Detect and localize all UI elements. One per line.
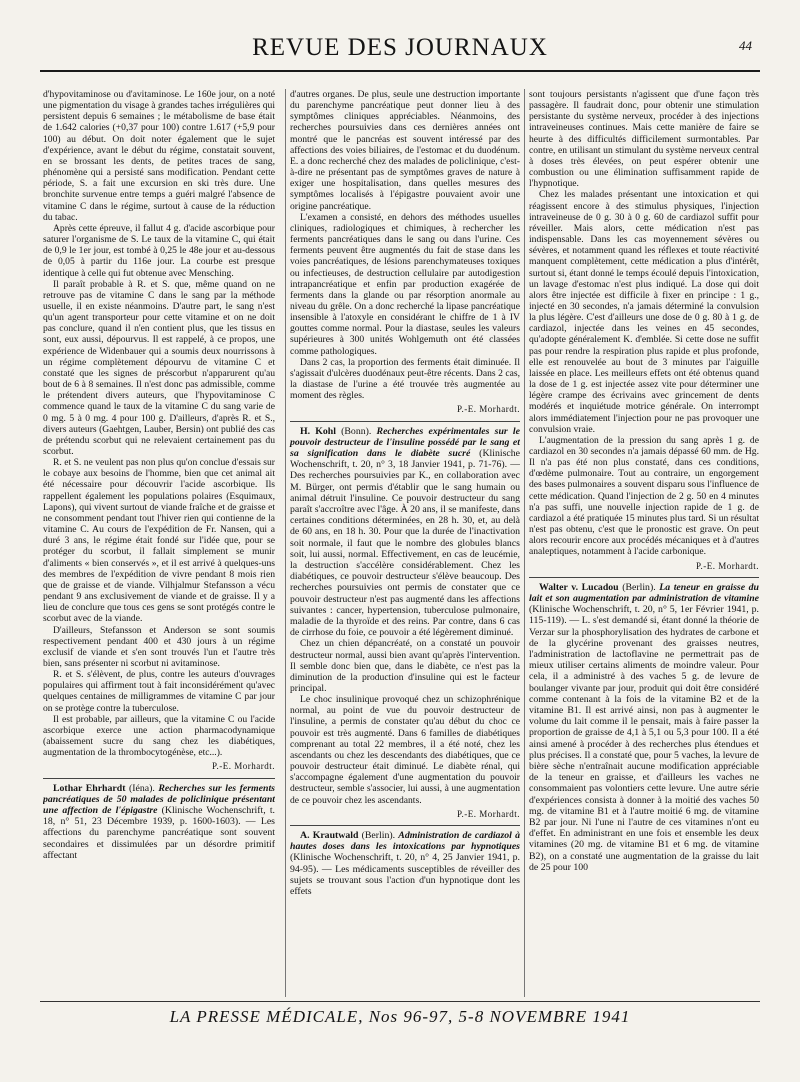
entry-place: (Iéna). <box>125 782 159 794</box>
entry-author: Lothar Ehrhardt <box>53 782 126 794</box>
entry-title: Recherches expérimentales sur le pouvoir destructeur de l'insuline possédé par le sang et sa signification dans le diabète sucré <box>290 425 520 459</box>
entry-place: (Berlin). <box>358 829 399 841</box>
paragraph: d'autres organes. De plus, seule une destruction importante du parenchyme pancréatique peut donner lieu à des symptômes cliniques appréciables. Néanmoins, des recherches poursuivies dans ces dernières années ont montré que le pancréas est souvent intéressé par des affections des voies biliaires, de l'estomac et du duodénum. E. a donc recherché chez des malades de policlinique, c'est-à-dire ne présentant pas de symptômes graves de nature à exiger une hospitalisation, dans quelles mesures des symptômes localisés à l'épigastre pouvaient avoir une origine pancréatique. <box>290 89 520 212</box>
page-footer <box>40 1001 760 1028</box>
paragraph: L'augmentation de la pression du sang après 1 g. de cardiazol en 30 secondes n'a jamais dépassé 60 mm. de Hg. Il n'a pas été non plus constaté, dans ces conditions, d'œdème pulmonaire. Tout au contraire, un engorgement des bases pulmonaires a souvent disparu sous l'influence de cette médication. Quand l'injection de 2 g. 50 en 4 minutes n'a pas suffi, une nouvelle injection rapide de 1 g. de cardiazol a été pratiquée 15 minutes plus tard. Si un résultat n'est pas obtenu, c'est que le pronostic est grave. On peut alors recourir encore aux procédés mécaniques et à d'autres analeptiques, notamment à l'acide carbonique. <box>529 434 759 558</box>
page-number: 44 <box>739 38 752 53</box>
section-title: REVUE DES JOURNAUX <box>252 34 548 61</box>
entry-title: Administration de cardiazol à hautes doses dans les intoxications par hypnotiques <box>290 829 520 853</box>
paragraph: R. et S. ne veulent pas non plus qu'on conclue d'essais sur le cobaye aux besoins de l'homme, bien que cet animal ait été nécessaire pour découvrir l'acide ascorbique. Ils rappellent également les populations polaires (Esquimaux, Lapons), qui vivent surtout de viande fraîche et de graisse et ne consomment pendant tout l'hiver rien qui contienne de la vitamine C. Au cours de l'expédition de Fr. Nansen, qui a duré 3 ans, le régime était fondé sur l'idée que, pour se protéger du scorbut, il fallait simplement se munir d'aliments « bien conservés », et il est arrivé à quelques-uns des membres de l'expédition de vivre pendant 8 mois rien que de graisse et de viande. Vilhjalmur Stefansson a vécu pendant 9 ans exclusivement de viande et de graisse. Il y a lieu de conclure que tous ces gens se sont protégés contre le scorbut avec de la viande. <box>43 457 275 625</box>
column-left <box>43 89 275 997</box>
entry-text: (Klinische Wochenschrift, t. 20, n° 3, 18 Janvier 1941, p. 71-76). — Des recherches poursuivies par K., en collaboration avec M. Bürger, ont permis d'établir que le sang humain ou animal détruit l'insuline. Ce pouvoir destructeur du sang paraît s'accroître avec l'âge. À 20 ans, il se manifeste, dans certaines conditions déterminées, en 28 h. 30, et, au delà de 60 ans, en 18 h. 30. Pour que la durée de l'inactivation soit normale, il faut que le nombre des globules blancs soit, lui aussi, normal. Effectivement, en cas de leucémie, la destruction s'accélère considérablement. Chez les diabétiques, ce pouvoir destructeur s'élève beaucoup. Des recherches poursuivies ont permis de constater que ce pouvoir destructeur n'est pas augmenté dans les affections suivantes : cancer, hypertension, tuberculose pulmonaire, maladie de la thyroïde et des reins. Par contre, dans 6 cas de cirrhose du foie, ce pouvoir a été légèrement diminué. <box>290 447 520 639</box>
page-header <box>40 30 760 72</box>
entry-author: Walter v. Lucadou <box>539 581 619 593</box>
review-entry <box>529 582 759 873</box>
entry-place: (Bonn). <box>335 425 377 437</box>
author-signature: P.-E. Morhardt. <box>696 560 759 571</box>
review-entry <box>43 783 275 861</box>
divider <box>290 421 520 422</box>
paragraph: Le choc insulinique provoqué chez un schizophrénique normal, au point de vue du pouvoir destructeur de l'insuline, a permis de constater qu'au début du choc ce pouvoir est très augmenté. Dans 6 familles de diabétiques comprenant au total 22 membres, il a été noté, chez les ascendants ou chez les descendants des diabétiques, que ce pouvoir destructeur était diminué. Le diabète rénal, qui s'accompagne également d'une augmentation du pouvoir destructeur, semble s'associer, lui aussi, à une augmentation de ce pouvoir chez les ascendants. <box>290 694 520 806</box>
divider <box>43 778 275 779</box>
entry-author: A. Krautwald <box>300 829 359 841</box>
divider <box>290 825 520 826</box>
column-middle <box>285 89 520 997</box>
paragraph: Chez les malades présentant une intoxication et qui réagissent encore à des stimulus physiques, l'injection intraveineuse de 0 g. 30 à 0 g. 60 de cardiazol suffit pour réveiller. Mais alors, cette médication n'est pas indispensable. Dans les cas moyennement sévères ou sévères, et notamment quand les réflexes et toute réactivité manquent complètement, cette médication a plus d'intérêt, surtout si, étant donné le temps écoulé depuis l'intoxication, un lavage d'estomac n'est plus indiqué. La dose qui doit alors être injectée est difficile à fixer en principe : 1 g., injecté en 30 secondes, n'a jamais déterminé la convulsion la plus légère. C'est d'ailleurs une dose de 0 g. 80 à 1 g. de cardiazol, injectée dans les veines en 45 secondes, qu'adopte généralement K. d'emblée. Si cette dose ne suffit pas pour rendre la respiration plus rapide et plus profonde, elle est renouvelée au bout de 3 minutes par l'aiguille laissée en place. Les meilleurs effets ont été obtenus quand la dose de 1 g. est injectée assez vite pour déterminer une légère crampe des écrivains avec grincement de dents modérés et inquiétude motrice générale. On interrompt alors immédiatement l'injection pour ne pas provoquer une convulsion vraie. <box>529 189 759 435</box>
review-entry <box>290 426 520 639</box>
publication-line: LA PRESSE MÉDICALE, Nos 96-97, 5-8 NOVEMBRE 1941 <box>169 1007 631 1026</box>
paragraph: Chez un chien dépancréaté, on a constaté un pouvoir destructeur normal, aussi bien avant qu'après l'intervention. Il semble donc bien que, dans le diabète, ce n'est pas la diminution de la production d'insuline qui est le facteur principal. <box>290 638 520 695</box>
paragraph: Il est probable, par ailleurs, que la vitamine C ou l'acide ascorbique exerce une action pharmacodynamique (abaissement sucre du sang chez les diabétiques, augmentation de la thrombocytogénèse, etc...). <box>43 713 275 759</box>
entry-title: La teneur en graisse du lait et son augmentation par administration de vitamine <box>529 581 759 604</box>
entry-text: (Klinische Wochenschrift, t. 20, n° 4, 25 Janvier 1941, p. 94-95). — Les médicaments susceptibles de réveiller des sujets se trouvant sous l'action d'un hypnotique dont les effets <box>290 852 520 897</box>
paragraph: L'examen a consisté, en dehors des méthodes usuelles cliniques, radiologiques et chimiques, à rechercher les ferments pancréatiques dans le sang ou dans l'urine. Ces ferments peuvent être augmentés du fait de stase dans les voies pancréatiques, de lésions parenchymateuses toxiques ou infectieuses, de destruction cellulaire par autodigestion intrapancréatique et enfin par production exagérée de ferments dans la glande ou par résorption anormale au niveau du grêle. On a donc recherché la lipase pancréatique insensible à l'atoxyle en considérant le chiffre de 1 à IV gouttes comme normal. Pour la diastase, seules les valeurs supérieures à 300 unités Wohlgemuth ont été classées comme pathologiques. <box>290 211 520 357</box>
paragraph: Après cette épreuve, il fallut 4 g. d'acide ascorbique pour saturer l'organisme de S. Le taux de la vitamine C, qui était de 0,9 le 1er jour, est tombé à 0,25 le 48e jour et au-dessous de 0,05 à partir du 116e jour. La courbe est presque identique à celle qui fut obtenue avec Mensching. <box>43 222 275 279</box>
author-signature: P.-E. Morhardt. <box>457 404 520 415</box>
entry-text: (Klinische Wochenschrift, t. 18, n° 51, 23 Décembre 1939, p. 1600-1603). — Les affections du parenchyme pancréatique sont souvent secondaires et dissimulées par un désordre primitif affectant <box>43 804 275 861</box>
divider <box>529 577 759 578</box>
paragraph: R. et S. s'élèvent, de plus, contre les auteurs d'ouvrages populaires qui affirment tout à fait inconsidérément qu'avec quelques centaines de milligrammes de vitamine C par jour on se protège contre la tuberculose. <box>43 669 275 714</box>
entry-place: (Berlin). <box>618 581 660 593</box>
paragraph: Dans 2 cas, la proportion des ferments était diminuée. Il s'agissait d'ulcères duodénaux peut-être récents. Dans 2 cas, la diastase de l'urine a été trouvée très augmentée au moment des règles. <box>290 356 520 402</box>
review-entry <box>290 830 520 897</box>
paragraph: Il paraît probable à R. et S. que, même quand on ne retrouve pas de vitamine C dans le sang par la méthode usuelle, il en existe néanmoins. D'autre part, le sang n'est qu'un agent transporteur pour cette vitamine et on ne doit pas conclure, quand il n'en contient plus, que les tissus en sont, eux aussi, dépourvus. Il est rappelé, à ce propos, une expérience de Widenbauer qui a soumis deux nourrissons à un régime complètement dépourvu de vitamine C et constaté que les signes de préscorbut n'apparurent qu'au bout de 6 à 8 semaines. Il n'est donc pas admissible, comme le prétendent divers auteurs, que l'hypovitaminose C commence quand le taux de la vitamine C du sang varie de 0 mg. 5 à 0 mg. 4 pour 100 g. D'ailleurs, d'après R. et S., divers auteurs (Gaehtgen, Lauber, Bersin) ont publié des cas de prétendu scorbut qui ne relevaient certainement pas du scorbut. <box>43 278 275 457</box>
paragraph: sont toujours persistants n'agissent que d'une façon très passagère. Il faudrait donc, pour obtenir une stimulation persistante du système nerveux, procéder à des injections intraveineuses continues. Mais cette manière de faire se heurte à des difficultés difficilement surmontables. Par contre, en utilisant un stimulant du système nerveux central à doses très élevées, on peut espérer obtenir une combustion ou une élimination suffisamment rapide de l'hypnotique. <box>529 89 759 190</box>
paragraph: d'hypovitaminose ou d'avitaminose. Le 160e jour, on a noté une pigmentation du visage à grandes taches irrégulières qui persistent depuis 6 semaines ; le métabolisme de base était de 1.642 calories (+0,37 pour 100) contre 1.617 (+5,9 pour 100) au début. On doit noter également que le sujet d'expérience, avant le début du régime, constatait souvent, en se brossant les dents, de petites traces de sang, phénomène qui a persisté sans modification. Pendant cette période, S. a fait une excursion en ski très dure. Une bronchite survenue entre temps a guéri malgré l'absence de vitamine C dans le régime, surtout à cause de la réduction du tabac. <box>43 89 275 223</box>
entry-text: (Klinische Wochenschrift, t. 20, n° 5, 1er Février 1941, p. 115-119). — L. s'est demandé si, étant donné la théorie de Verzar sur la phosphorylisation des hydrates de carbone et de la glycérine provenant des graisses neutres, l'administration de lactoflavine ne permettrait pas de mieux utiliser certains aliments de moindre valeur. Pour cela, il a administré à des vaches 5 g. de levure de boulanger vivante par jour, produit qui doit être considéré comme contenant à la fois de la vitamine B2 et de la vitamine B1. Il est arrivé ainsi, non pas à augmenter le volume du lait comme il le pensait, mais à faire passer la proportion de graisse de 4,1 à 5,1 ou 5,3 pour 100. Il a été ainsi amené à procéder à des recherches plus étendues et plus précises. Il a constaté que, pour 5 vaches, la levure de bière sèche n'entraînait aucune modification appréciable de la teneur en graisse, et d'ailleurs les vaches ne consommaient pas volontiers cette levure. Une autre série d'expériences consista à donner à la moitié des vaches 50 mg. de vitamine B1 et à l'autre moitié 6 mg. de vitamine B2 par jour. Ni l'une ni l'autre de ces vitamines n'ont eu d'effet. En administrant en une fois et ensemble les deux vitamines (20 mg. de vitamine B1 et 6 mg. de vitamine B2), on a constaté une augmentation de la graisse du lait de 25 pour 100 <box>529 604 759 873</box>
author-signature: P.-E. Morhardt. <box>457 808 520 819</box>
entry-title: Recherches sur les ferments pancréatiques de 50 malades de policlinique présentant une affection de l'épigastre <box>43 782 275 816</box>
entry-author: H. Kohl <box>300 425 336 437</box>
column-right <box>524 89 759 997</box>
author-signature: P.-E. Morhardt. <box>212 761 275 772</box>
paragraph: D'ailleurs, Stefansson et Anderson se sont soumis respectivement pendant 400 et 430 jours à un régime exclusif de viande et s'en sont trouvés l'un et l'autre très bien, sans présenter ni scorbut ni avitaminose. <box>43 624 275 669</box>
